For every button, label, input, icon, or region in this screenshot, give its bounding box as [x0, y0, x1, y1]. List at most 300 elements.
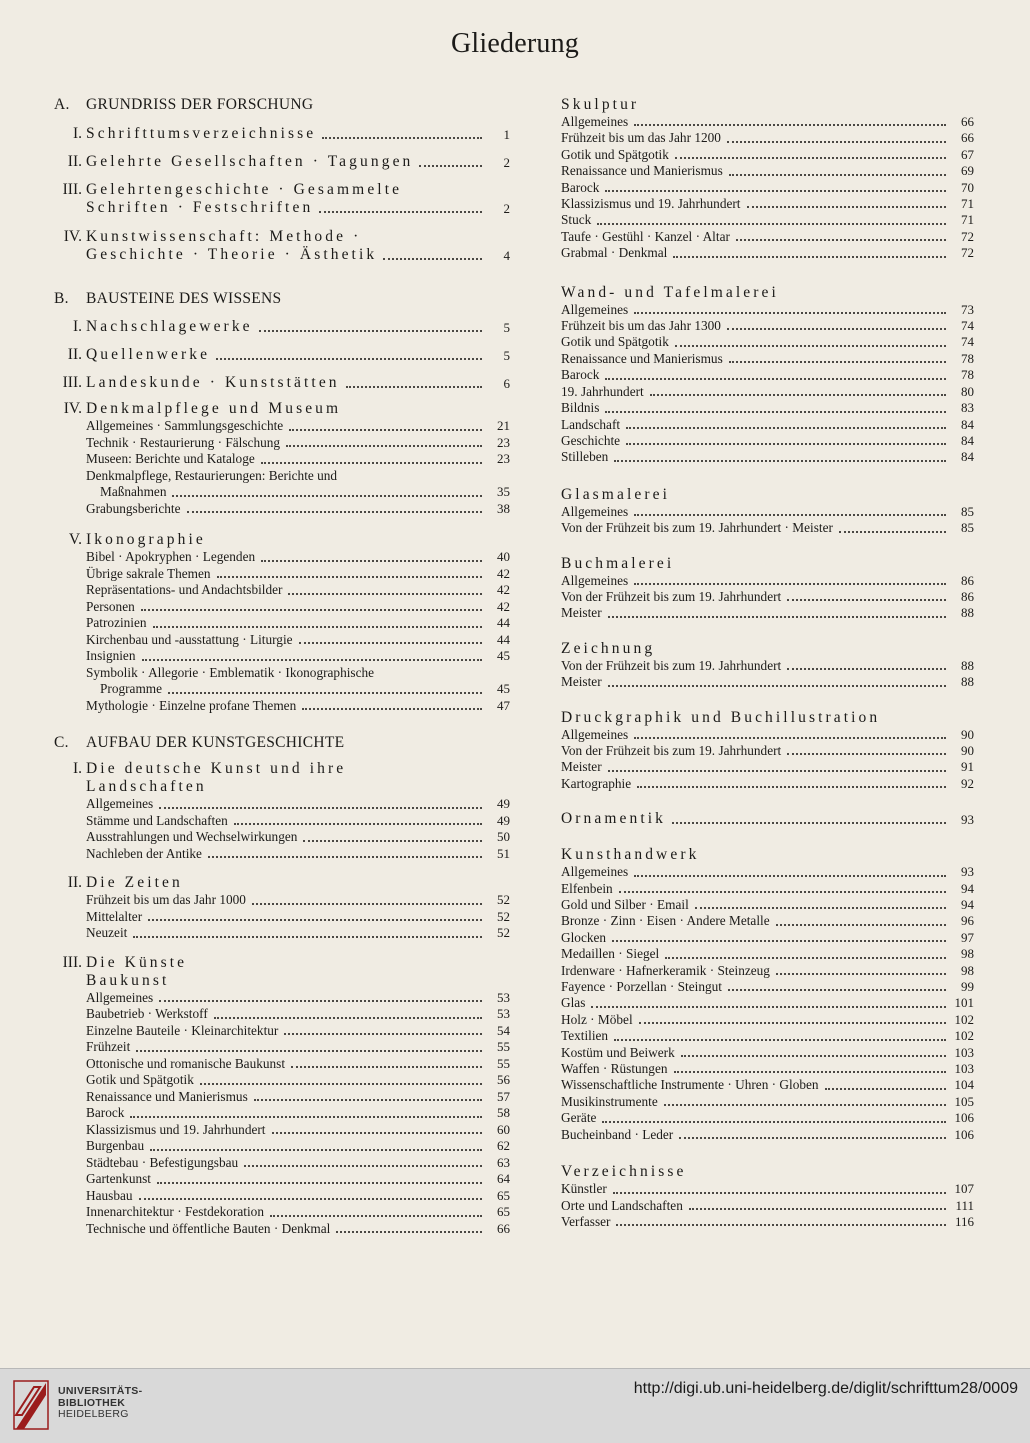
- toc-entry[interactable]: [54, 909, 510, 926]
- page-number: 5: [503, 320, 510, 335]
- dot-leader: [214, 1016, 482, 1019]
- dot-leader: [336, 1230, 482, 1233]
- section-title: Die Künste: [86, 953, 188, 971]
- page-number: 63: [497, 1154, 510, 1170]
- group-title: Glasmalerei: [561, 485, 670, 503]
- page-number: 40: [497, 549, 510, 564]
- section-heading[interactable]: [54, 181, 510, 217]
- toc-entry[interactable]: [54, 566, 510, 583]
- dot-leader: [612, 939, 946, 942]
- dot-leader: [284, 1032, 482, 1035]
- page-number: 78: [961, 350, 974, 366]
- toc-entry[interactable]: [54, 1188, 510, 1205]
- entry-label: Renaissance und Manierismus: [86, 1088, 248, 1104]
- section-heading[interactable]: [54, 400, 510, 418]
- part-number: A.: [54, 96, 70, 113]
- page-number: 90: [961, 742, 974, 758]
- group-heading[interactable]: [561, 709, 974, 727]
- page-number: 66: [961, 114, 974, 129]
- page-number: 86: [961, 588, 974, 604]
- toc-entry[interactable]: [561, 674, 974, 690]
- dot-leader: [634, 123, 946, 126]
- entry-label: Frühzeit bis um das Jahr 1300: [561, 318, 721, 334]
- toc-entry[interactable]: [54, 418, 510, 435]
- page-number: 98: [961, 962, 974, 978]
- toc-entry[interactable]: [54, 599, 510, 616]
- section-heading[interactable]: [54, 318, 510, 336]
- toc-entry[interactable]: [54, 468, 510, 485]
- toc-entry[interactable]: [54, 1204, 510, 1221]
- toc-entry[interactable]: [561, 897, 974, 913]
- entry-label: Frühzeit bis um das Jahr 1000: [86, 892, 246, 907]
- dot-leader: [419, 164, 482, 167]
- section-heading[interactable]: [54, 531, 510, 549]
- entry-label: Grabungsberichte: [86, 500, 181, 516]
- toc-entry[interactable]: [54, 549, 510, 566]
- part-title: AUFBAU DER KUNSTGESCHICHTE: [86, 734, 345, 751]
- section-heading[interactable]: [54, 125, 510, 143]
- group-heading[interactable]: [561, 640, 974, 658]
- page-number: 49: [497, 812, 510, 828]
- toc-entry[interactable]: [561, 384, 974, 400]
- entry-label: Übrige sakrale Themen: [86, 565, 211, 581]
- section-heading[interactable]: [54, 954, 510, 972]
- section-heading[interactable]: [54, 874, 510, 892]
- entry-label: Personen: [86, 598, 135, 614]
- dot-leader: [159, 806, 482, 809]
- section-title: Die Zeiten: [86, 874, 183, 891]
- entry-label: Wissenschaftliche Instrumente · Uhren · Globen: [561, 1077, 819, 1093]
- toc-entry[interactable]: [54, 1006, 510, 1023]
- entry-label: Museen: Berichte und Kataloge: [86, 451, 255, 466]
- page-number: 42: [497, 565, 510, 581]
- entry-label: Gartenkunst: [86, 1171, 151, 1186]
- toc-entry[interactable]: [561, 727, 974, 743]
- entry-label: Stilleben: [561, 449, 609, 465]
- toc-entry[interactable]: [561, 130, 974, 146]
- entry-label: Meister: [561, 674, 602, 690]
- entry-label: Von der Frühzeit bis zum 19. Jahrhundert: [561, 742, 782, 758]
- entry-label: Gotik und Spätgotik: [86, 1072, 194, 1087]
- dot-leader: [614, 1038, 946, 1041]
- entry-label: Grabmal · Denkmal: [561, 245, 668, 261]
- entry-label-cont: Maßnahmen: [100, 484, 167, 499]
- section-line: [54, 374, 510, 392]
- dot-leader: [673, 255, 946, 258]
- toc-entry[interactable]: [561, 605, 974, 621]
- toc-entry[interactable]: [561, 1127, 974, 1143]
- toc-entry[interactable]: [561, 1094, 974, 1110]
- toc-entry[interactable]: [561, 212, 974, 228]
- page-number: 84: [961, 416, 974, 432]
- group-heading[interactable]: [561, 284, 974, 302]
- section-line: [54, 954, 510, 972]
- toc-entry[interactable]: [561, 743, 974, 759]
- entry-label: Allgemeines: [86, 989, 154, 1005]
- dot-leader: [208, 855, 482, 858]
- toc-entry[interactable]: [561, 995, 974, 1011]
- entry-label: Allgemeines: [86, 796, 154, 811]
- dot-leader: [142, 658, 483, 661]
- dot-leader: [270, 1214, 482, 1217]
- left-column: [54, 96, 510, 1237]
- page-number: 102: [954, 1011, 974, 1027]
- toc-entry[interactable]: [54, 1171, 510, 1188]
- dot-leader: [591, 1005, 946, 1008]
- entry-label: Allgemeines: [561, 572, 629, 588]
- toc-entry[interactable]: [54, 1122, 510, 1139]
- group-heading[interactable]: [561, 1163, 974, 1181]
- page-number: 105: [954, 1093, 974, 1109]
- toc-entry[interactable]: [54, 925, 510, 942]
- page-title: Gliederung: [451, 28, 579, 59]
- dot-leader: [727, 327, 946, 330]
- toc-entry[interactable]: [561, 114, 974, 130]
- section-line: [54, 153, 510, 171]
- entry-label: Burgenbau: [86, 1138, 145, 1153]
- page-number: 52: [497, 908, 510, 924]
- toc-entry[interactable]: [54, 648, 510, 665]
- section-number: V.: [68, 531, 82, 548]
- toc-entry[interactable]: [561, 1181, 974, 1197]
- source-url-link[interactable]: http://digi.ub.uni-heidelberg.de/diglit/schrifttum28/0009: [633, 1380, 1018, 1397]
- page-number: 103: [954, 1044, 974, 1060]
- toc-entry[interactable]: [54, 796, 510, 813]
- entry-label: Geräte: [561, 1110, 597, 1126]
- page-number: 88: [961, 657, 974, 673]
- entry-label: Renaissance und Manierismus: [561, 350, 723, 366]
- page-number: 4: [503, 248, 510, 263]
- section-line: [54, 318, 510, 336]
- toc-entry[interactable]: [54, 829, 510, 846]
- toc-entry[interactable]: [561, 433, 974, 449]
- toc-entry[interactable]: [561, 318, 974, 334]
- dot-leader: [634, 582, 946, 585]
- dot-leader: [148, 918, 482, 921]
- page-number: 2: [503, 155, 510, 170]
- page-number: 64: [497, 1171, 510, 1186]
- entry-label: Kirchenbau und -ausstattung · Liturgie: [86, 631, 293, 647]
- entry-label: Frühzeit bis um das Jahr 1200: [561, 130, 721, 146]
- section-number: III.: [62, 374, 82, 391]
- toc-entry[interactable]: [561, 881, 974, 897]
- toc-entry[interactable]: [54, 892, 510, 909]
- toc-entry[interactable]: [54, 813, 510, 830]
- dot-leader: [288, 592, 482, 595]
- toc-entry[interactable]: [54, 1221, 510, 1238]
- entry-label: Waffen · Rüstungen: [561, 1061, 668, 1077]
- toc-entry[interactable]: [54, 846, 510, 863]
- toc-entry[interactable]: [561, 163, 974, 179]
- page-number: 60: [497, 1121, 510, 1137]
- dot-leader: [605, 377, 946, 380]
- toc-entry[interactable]: [561, 367, 974, 383]
- page-number: 72: [961, 245, 974, 261]
- section-heading[interactable]: [54, 346, 510, 364]
- entry-label: Mythologie · Einzelne profane Themen: [86, 697, 297, 713]
- toc-entry[interactable]: [561, 302, 974, 318]
- group-heading[interactable]: [561, 486, 974, 504]
- group-title: Druckgraphik und Buchillustration: [561, 708, 881, 726]
- part-heading: [54, 96, 510, 114]
- dot-leader: [839, 530, 946, 533]
- toc-entry[interactable]: [54, 1023, 510, 1040]
- entry-label: Denkmalpflege, Restaurierungen: Berichte und: [86, 467, 338, 483]
- entry-label: Allgemeines: [561, 114, 629, 129]
- page-number: 85: [961, 503, 974, 519]
- entry-label: Geschichte: [561, 432, 621, 448]
- page-number: 49: [497, 796, 510, 811]
- toc-entry-cont: [54, 681, 510, 698]
- entry-label: Technische und öffentliche Bauten · Denkmal: [86, 1220, 331, 1236]
- entry-label: Städtebau · Befestigungsbau: [86, 1154, 239, 1170]
- dot-leader: [200, 1082, 482, 1085]
- page-number: 47: [497, 697, 510, 713]
- group-title: Wand- und Tafelmalerei: [561, 283, 779, 301]
- page-number: 71: [961, 196, 974, 212]
- part-title: GRUNDRISS DER FORSCHUNG: [86, 96, 314, 113]
- section-title: Ikonographie: [86, 531, 206, 548]
- group-title: Buchmalerei: [561, 554, 675, 572]
- section-heading[interactable]: [54, 760, 510, 796]
- dot-leader: [634, 736, 946, 739]
- entry-label: Insignien: [86, 648, 136, 663]
- entry-label: Kostüm und Beiwerk: [561, 1044, 675, 1060]
- page-number: 53: [497, 989, 510, 1005]
- dot-leader: [728, 988, 946, 991]
- toc-entry[interactable]: [561, 979, 974, 995]
- group-title: Skulptur: [561, 96, 640, 113]
- toc-entry[interactable]: [561, 1045, 974, 1061]
- section-line: [54, 246, 510, 264]
- dot-leader: [597, 222, 946, 225]
- entry-label-cont: Programme: [100, 681, 163, 696]
- entry-label: Meister: [561, 759, 602, 775]
- dot-leader: [605, 189, 946, 192]
- toc-entry[interactable]: [561, 1061, 974, 1077]
- dot-leader: [216, 357, 482, 360]
- section-number: III.: [62, 953, 82, 971]
- section-heading[interactable]: [54, 374, 510, 392]
- section-line: [54, 199, 510, 217]
- toc-entry[interactable]: [561, 147, 974, 163]
- toc-entry[interactable]: [54, 990, 510, 1007]
- dot-leader: [608, 769, 946, 772]
- toc-entry[interactable]: [561, 245, 974, 261]
- toc-entry[interactable]: [561, 1214, 974, 1230]
- page-number: 78: [961, 367, 974, 383]
- toc-entry[interactable]: [561, 449, 974, 465]
- toc-entry[interactable]: [561, 1028, 974, 1044]
- toc-entry[interactable]: [54, 698, 510, 715]
- dot-leader: [187, 510, 482, 513]
- page-number: 83: [961, 400, 974, 416]
- toc-entry[interactable]: [561, 759, 974, 775]
- dot-leader: [650, 393, 946, 396]
- dot-leader: [217, 575, 482, 578]
- entry-label: Baubetrieb · Werkstoff: [86, 1006, 208, 1021]
- group-heading[interactable]: [561, 96, 974, 114]
- toc-entry[interactable]: [561, 1110, 974, 1126]
- dot-leader: [133, 935, 482, 938]
- dot-leader: [695, 906, 946, 909]
- dot-leader: [776, 923, 946, 926]
- subsection-title: Baukunst: [86, 971, 170, 989]
- toc-entry[interactable]: [561, 400, 974, 416]
- group-heading[interactable]: [561, 555, 974, 573]
- entry-label: Stämme und Landschaften: [86, 812, 228, 828]
- toc-entry[interactable]: [54, 1089, 510, 1106]
- dot-leader: [639, 1021, 946, 1024]
- dot-leader: [234, 822, 482, 825]
- group-heading[interactable]: [561, 810, 974, 828]
- library-name: [58, 1386, 142, 1421]
- dot-leader: [634, 874, 946, 877]
- dot-leader: [259, 329, 482, 332]
- toc-entry[interactable]: [561, 504, 974, 520]
- toc-entry[interactable]: [54, 501, 510, 518]
- dot-leader: [261, 461, 482, 464]
- toc-entry[interactable]: [54, 1039, 510, 1056]
- toc-entry[interactable]: [561, 1012, 974, 1028]
- toc-entry[interactable]: [561, 180, 974, 196]
- toc-entry[interactable]: [54, 1056, 510, 1073]
- page-number: 99: [961, 979, 974, 995]
- right-column: [561, 96, 974, 1230]
- section-line: [54, 531, 510, 549]
- toc-entry[interactable]: [54, 665, 510, 682]
- section-number: II.: [67, 346, 82, 363]
- section-line: [54, 346, 510, 364]
- toc-entry[interactable]: [54, 1072, 510, 1089]
- page-number: 103: [954, 1061, 974, 1077]
- page-number: 94: [961, 897, 974, 912]
- dot-leader: [322, 136, 482, 139]
- dot-leader: [383, 257, 482, 260]
- toc-entry[interactable]: [561, 963, 974, 979]
- section-title: Landeskunde · Kunststätten: [86, 374, 340, 391]
- section-title: Nachschlagewerke: [86, 318, 253, 335]
- page-number: 45: [497, 681, 510, 696]
- dot-leader: [616, 1223, 946, 1226]
- dot-leader: [614, 459, 946, 462]
- page-number: 2: [503, 201, 510, 216]
- toc-entry[interactable]: [561, 946, 974, 962]
- toc-entry[interactable]: [54, 451, 510, 468]
- page-number: 57: [497, 1088, 510, 1104]
- toc-entry[interactable]: [561, 520, 974, 536]
- toc-entry[interactable]: [54, 1138, 510, 1155]
- dot-leader: [608, 615, 946, 618]
- entry-label: Allgemeines: [561, 864, 629, 880]
- entry-label: Von der Frühzeit bis zum 19. Jahrhundert · Meister: [561, 520, 833, 536]
- dot-leader: [159, 999, 482, 1002]
- page-number: 84: [961, 432, 974, 448]
- toc-entry[interactable]: [54, 1105, 510, 1122]
- section-line: [54, 400, 510, 418]
- toc-entry[interactable]: [54, 582, 510, 599]
- toc-entry[interactable]: [561, 658, 974, 674]
- page-number: 72: [961, 228, 974, 244]
- toc-entry[interactable]: [561, 864, 974, 880]
- section-heading[interactable]: [54, 153, 510, 171]
- section-title: Quellenwerke: [86, 346, 211, 363]
- toc-entry[interactable]: [561, 589, 974, 605]
- entry-label: Symbolik · Allegorie · Emblematik · Ikonographische: [86, 664, 375, 680]
- entry-label: Renaissance und Manierismus: [561, 163, 723, 179]
- entry-label: Orte und Landschaften: [561, 1197, 683, 1213]
- toc-entry[interactable]: [54, 615, 510, 632]
- toc-entry[interactable]: [561, 229, 974, 245]
- library-name-line1: UNIVERSITÄTS-: [58, 1385, 143, 1397]
- toc-entry[interactable]: [54, 435, 510, 452]
- page-number: 53: [497, 1006, 510, 1021]
- section-number: IV.: [63, 228, 82, 245]
- toc-entry[interactable]: [561, 1077, 974, 1093]
- section-heading[interactable]: [54, 228, 510, 264]
- page-number: 21: [497, 418, 510, 433]
- toc-entry[interactable]: [561, 334, 974, 350]
- dot-leader: [168, 691, 482, 694]
- toc-entry[interactable]: [54, 632, 510, 649]
- section-title: Denkmalpflege und Museum: [86, 400, 342, 417]
- entry-label: Gotik und Spätgotik: [561, 146, 669, 162]
- entry-label: Ausstrahlungen und Wechselwirkungen: [86, 829, 298, 844]
- entry-label: Nachleben der Antike: [86, 845, 202, 861]
- toc-entry[interactable]: [561, 196, 974, 212]
- page-number: 74: [961, 334, 974, 350]
- section-title-cont: Geschichte · Theorie · Ästhetik: [86, 246, 378, 263]
- page-number: 42: [497, 598, 510, 614]
- toc-entry[interactable]: [561, 1198, 974, 1214]
- page-number: 80: [961, 383, 974, 399]
- toc-entry[interactable]: [561, 776, 974, 792]
- entry-label: Künstler: [561, 1181, 607, 1197]
- section-title-cont: Landschaften: [86, 778, 207, 795]
- toc-entry[interactable]: [561, 930, 974, 946]
- dot-leader: [157, 1181, 482, 1184]
- part-number: C.: [54, 734, 69, 751]
- dot-leader: [747, 205, 947, 208]
- page-number: 58: [497, 1105, 510, 1120]
- page-number: 102: [954, 1028, 974, 1044]
- toc-entry[interactable]: [561, 351, 974, 367]
- dot-leader: [289, 428, 482, 431]
- entry-label: Hausbau: [86, 1187, 133, 1203]
- entry-label: Fayence · Porzellan · Steingut: [561, 979, 722, 995]
- section-title: Gelehrtengeschichte · Gesammelte: [86, 181, 403, 198]
- entry-label: Glocken: [561, 929, 607, 945]
- dot-leader: [665, 956, 946, 959]
- group-title: Kunsthandwerk: [561, 846, 700, 864]
- toc-entry[interactable]: [561, 573, 974, 589]
- entry-label: Glas: [561, 995, 586, 1011]
- group-heading[interactable]: [561, 846, 974, 864]
- dot-leader: [291, 1065, 482, 1068]
- page-number: 44: [497, 631, 510, 647]
- dot-leader: [664, 1103, 946, 1106]
- toc-entry[interactable]: [54, 1155, 510, 1172]
- dot-leader: [626, 442, 946, 445]
- page-number: 62: [497, 1138, 510, 1153]
- toc-entry[interactable]: [561, 913, 974, 929]
- entry-label: Barock: [561, 367, 600, 383]
- dot-leader: [141, 608, 482, 611]
- toc-entry[interactable]: [561, 417, 974, 433]
- page-number: 106: [954, 1126, 974, 1142]
- entry-label: Ottonische und romanische Baukunst: [86, 1055, 286, 1071]
- page-number: 93: [961, 864, 974, 880]
